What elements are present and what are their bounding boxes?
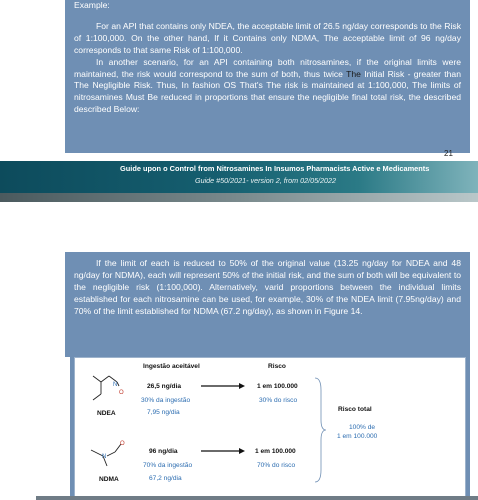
total-risk-line-1: 100% de (349, 424, 376, 431)
svg-text:N: N (113, 382, 118, 388)
ndea-intake-percent: 30% da ingestão (141, 397, 191, 404)
column-header-intake: Ingestão aceitável (143, 363, 200, 370)
ndma-risk: 1 em 100.000 (255, 448, 296, 455)
ndea-arrow-icon (201, 382, 245, 390)
column-header-risk: Risco (268, 363, 286, 370)
ndea-risk-percent: 30% do risco (259, 397, 298, 404)
ndma-arrow-icon (201, 447, 245, 455)
svg-text:O: O (120, 441, 125, 447)
ndea-structure-icon (79, 372, 135, 408)
ndma-label: NDMA (99, 476, 119, 483)
paragraph-2-part-a: In another scenario, for an API containing both nitrosamines, if the original limits were maintained, the risk would correspond to the sum of both, thus twice (74, 56, 461, 79)
ndma-adjusted-intake: 67,2 ng/dia (149, 475, 182, 482)
bottom-divider (36, 496, 478, 500)
footer-title: Guide upon o Control from Nitrosamines In Insumos Pharmacists Active e Medicaments (120, 164, 430, 173)
figure-14-panel (74, 357, 466, 500)
svg-text:O: O (119, 390, 124, 396)
ndea-risk: 1 em 100.000 (257, 383, 298, 390)
limits-paragraph: If the limit of each is reduced to 50% of the original value (13.25 ng/day for NDEA and 48 ng/day for NDMA), each will represent 50% of the initial risk, and the sum of both will be equivalent to the negligible risk (1:100,000). Alternatively, varid proportions between the individual limits established for each nitrosamine can be used, for example, 30% of the NDEA limit (7.95ng/day) and 70% of the limit established for NDMA (67.2 ng/day), as shown in Figure 14. (65, 252, 470, 357)
svg-text:N: N (102, 454, 107, 460)
page-number: 21 (444, 149, 453, 158)
ndea-intake: 26,5 ng/dia (147, 383, 182, 390)
brace-icon (313, 376, 327, 484)
example-paragraph-1: For an API that contains only NDEA, the acceptable limit of 26.5 ng/day corresponds to the Risk of 1:100,000. On the other hand, If it Contains only NDMA, The acceptable limit of 96 ng/day corresponds to that same Risk of 1:100,000. (74, 20, 461, 55)
paragraph-2-part-b: Initial Risk - greater than The Negligible Risk. Thus, In fashion OS That's The risk is maintained at 1:100,000, The limits of nitrosamines Must Be reduced in proportions that ensure the negligible final total risk, the described described Below: (74, 68, 461, 115)
ndma-structure-icon (81, 438, 137, 470)
page-gap (0, 202, 478, 234)
ndma-intake: 96 ng/dia (149, 448, 178, 455)
example-paragraph-2 (74, 57, 461, 117)
figure-14 (70, 353, 470, 500)
highlighted-word: The (346, 68, 361, 79)
ndma-risk-percent: 70% do risco (257, 462, 296, 469)
ndea-label: NDEA (97, 410, 116, 417)
example-heading: Example: (74, 0, 110, 10)
footer-strip (0, 193, 478, 202)
example-text-block (65, 0, 470, 153)
total-risk-line-2: 1 em 100.000 (337, 433, 378, 440)
ndea-adjusted-intake: 7,95 ng/dia (147, 409, 180, 416)
total-risk-title: Risco total (338, 406, 372, 413)
footer-subtitle: Guide #50/2021- version 2, from 02/05/2022 (195, 176, 337, 185)
ndma-intake-percent: 70% da ingestão (143, 462, 193, 469)
